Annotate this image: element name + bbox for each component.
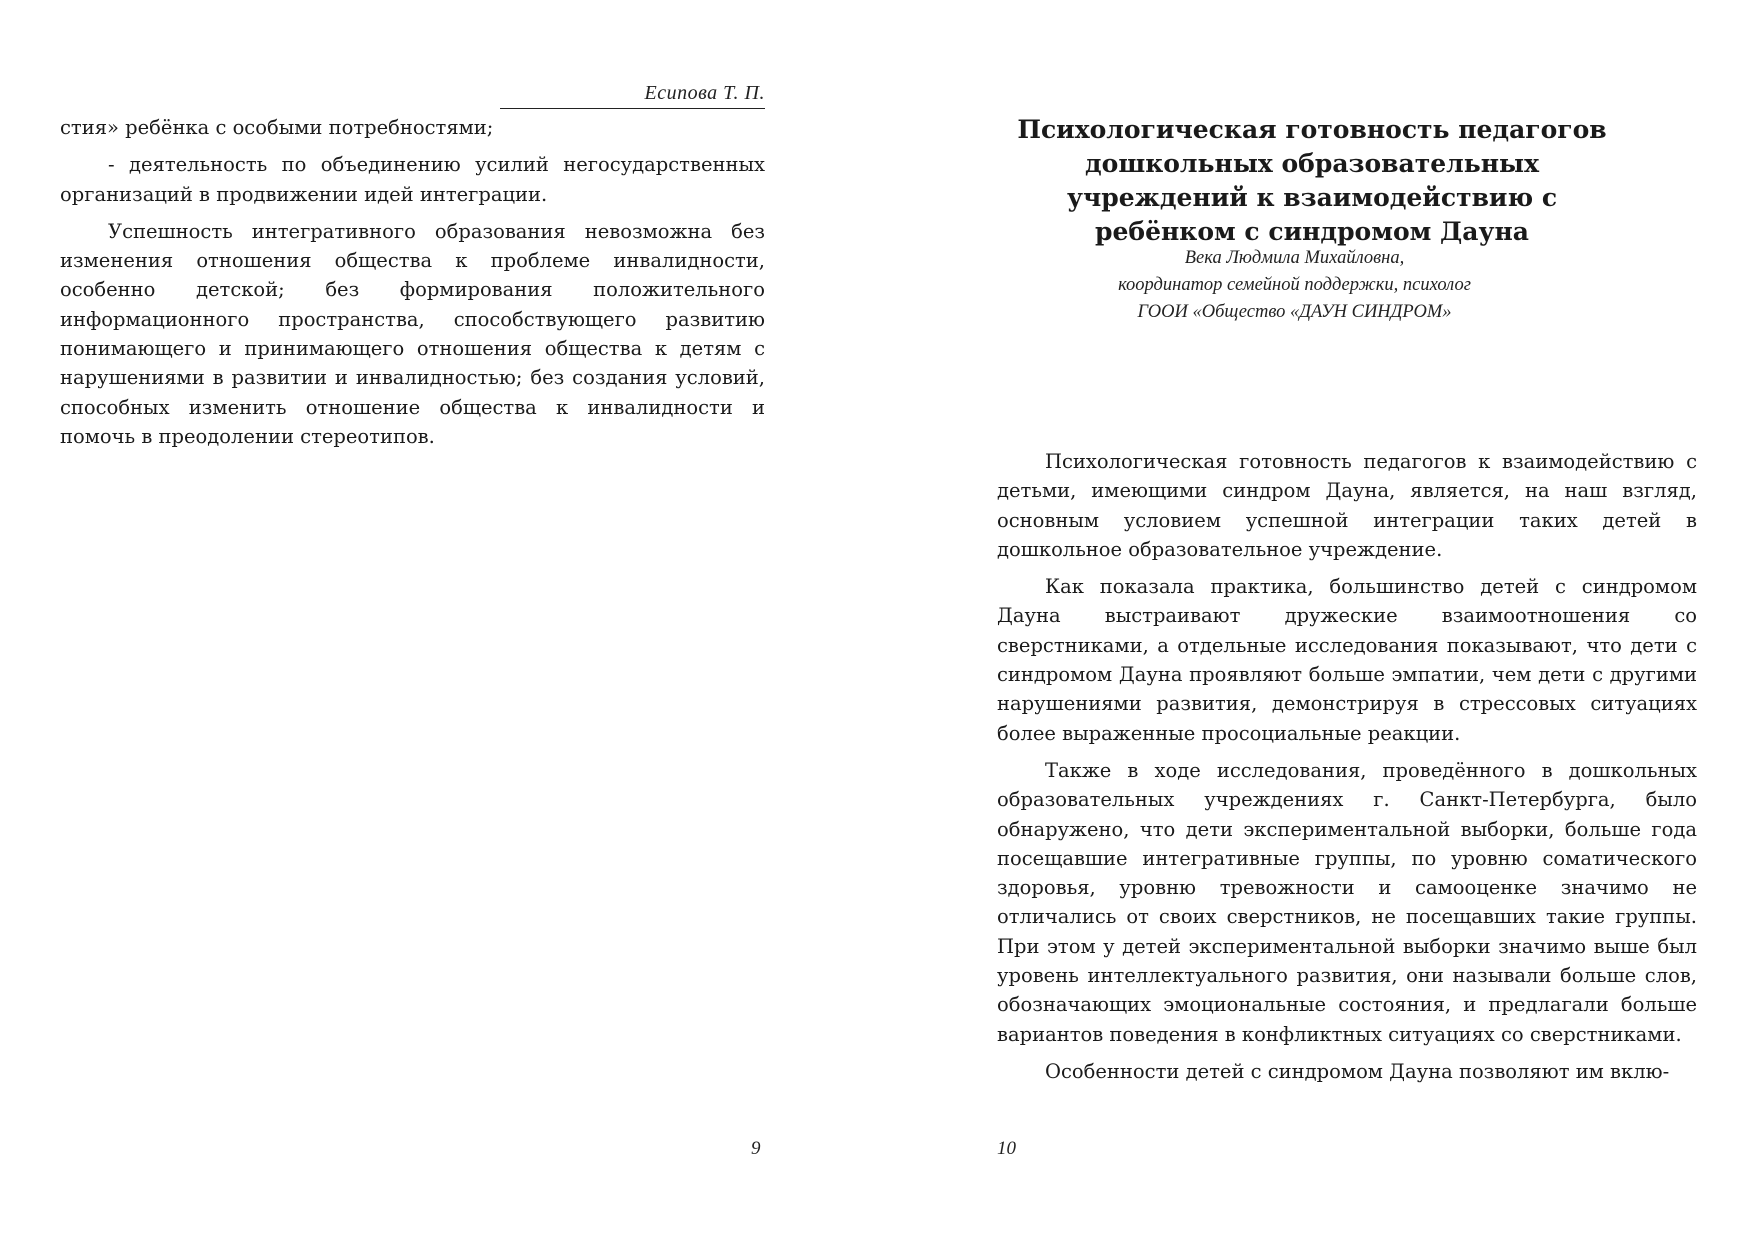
paragraph: Как показала практика, большинство детей с синдромом Дауна выстраивают дружеские взаимоотношения со сверстниками, а отдельные исследования показывают, что дети с синдромом Дауна проявляют больше эмпатии, чем дети с другими нарушениями развития, демонстрируя в стрессовых ситуациях более выраженные просоциальные реакции. bbox=[997, 575, 1697, 745]
paragraph: Также в ходе исследования, проведённого в дошкольных образовательных учреждениях г. Санкт-Петербурга, было обнаружено, что дети экспериментальной выборки, больше года посещавшие интегративные группы, по уровню соматического здоровья, уровню тревожности и самооценке значимо не отличались от своих сверстников, не посещавших такие группы. При этом у детей экспериментальной выборки значимо выше был уровень интеллектуального развития, они называли больше слов, обозначающих эмоциональные состояния, и предлагали больше вариантов поведения в конфликтных ситуациях со сверстниками. bbox=[997, 758, 1697, 1046]
running-header-author: Есипова Т. П. bbox=[644, 82, 765, 104]
right-page bbox=[877, 0, 1754, 1240]
page-number: 10 bbox=[997, 1138, 1016, 1159]
paragraph: Особенности детей с синдромом Дауна позволяют им вклю- bbox=[1045, 1059, 1670, 1083]
running-header bbox=[500, 82, 765, 109]
paragraph: Психологическая готовность педагогов к взаимодействию с детьми, имеющими синдром Дауна, является, на наш взгляд, основным условием успешной интеграции таких детей в дошкольное образовательное учреждение. bbox=[997, 450, 1697, 561]
right-page-body bbox=[997, 447, 1697, 1094]
author-organization: ГООИ «Общество «ДАУН СИНДРОМ» bbox=[1137, 302, 1452, 322]
paragraph: Успешность интегративного образования невозможна без изменения отношения общества к проблеме инвалидности, особенно детской; без формирования положительного информационного пространства, способствующего развитию понимающего и принимающего отношения общества к детям с нарушениями в развитии и инвалидностью; без создания условий, способных изменить отношение общества к инвалидности и помочь в преодолении стереотипов. bbox=[60, 219, 765, 448]
paragraph-list-item: - деятельность по объединению усилий негосударственных организаций в продвижении идей интеграции. bbox=[60, 153, 765, 206]
author-name: Века Людмила Михайловна, bbox=[1184, 248, 1405, 268]
left-page-body bbox=[60, 113, 765, 459]
paragraph-continuation: стия» ребёнка с особыми потребностями; bbox=[60, 116, 494, 139]
article-title: Психологическая готовность педагогов дошкольных образовательных учреждений к взаимодействию с ребёнком с синдромом Дауна bbox=[1017, 115, 1607, 246]
page-number: 9 bbox=[751, 1138, 761, 1159]
author-block bbox=[997, 245, 1592, 326]
author-position: координатор семейной поддержки, психолог bbox=[1118, 275, 1471, 295]
